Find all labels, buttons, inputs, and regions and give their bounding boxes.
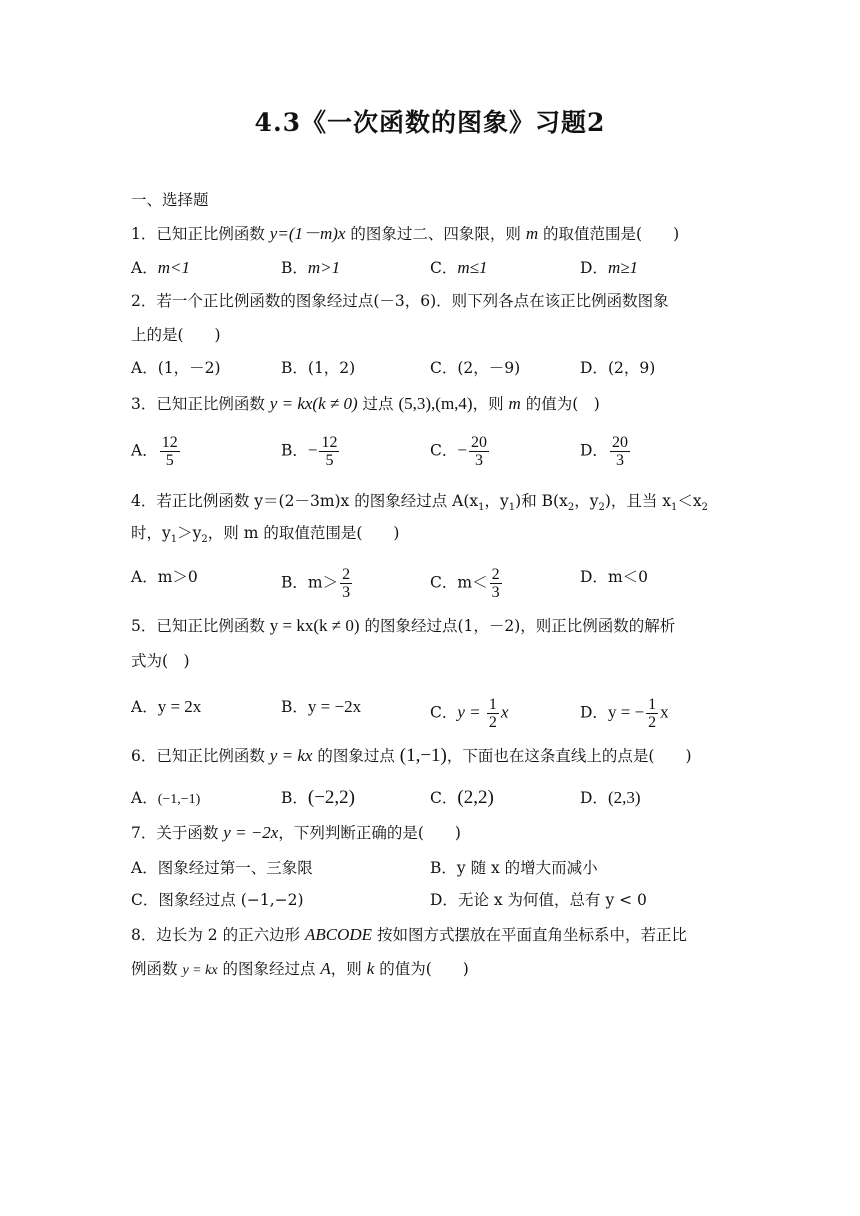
fraction: $\frac{12}{5}$ (161, 434, 178, 469)
q8-expr: y = kx (182, 963, 218, 978)
q5-expr: y = kx(k ≠ 0) (269, 616, 360, 635)
q1-text-b: 的图象过二、四象限，则 (345, 225, 526, 243)
q1-text: 1．已知正比例函数 (131, 225, 270, 243)
section-heading: 一、选择题 (131, 191, 209, 209)
q1-option-b: B．m>1 (281, 258, 341, 277)
question-1 (131, 223, 679, 245)
question-2-line-2: 上的是( ) (131, 326, 221, 344)
q7-option-d: D．无论 x 为何值，总有 y < 0 (430, 891, 647, 909)
q3-points: (5,3),(m,4) (398, 394, 473, 413)
question-8-line-2: 例函数 y = kx 的图象经过点 A，则 k 的值为( ) (131, 959, 469, 978)
q5-option-b: B．y = −2x (281, 697, 362, 716)
fraction: $\frac{20}{3}$ (470, 434, 487, 469)
question-2-line-1: 2．若一个正比例函数的图象经过点(－3，6)．则下列各点在该正比例函数图象 (131, 292, 669, 310)
question-8-line-1: 8．边长为 2 的正六边形 ABCODE 按如图方式摆放在平面直角坐标系中，若正比 (131, 925, 687, 944)
page-title: 4.3《一次函数的图象》习题2 (254, 108, 606, 137)
q4-option-a: A．m＞0 (131, 568, 198, 586)
q6-option-b: B．(−2,2) (281, 787, 356, 808)
q1-text-c: 的取值范围是( ) (538, 225, 680, 243)
question-3: 3．已知正比例函数 y = kx(k ≠ 0) 过点 (5,3),(m,4)，则 m 的值为( ) (131, 394, 600, 413)
question-6: 6．已知正比例函数 y = kx 的图象过点 (1,−1)，下面也在这条直线上的点是( ) (131, 745, 692, 766)
fraction: $\frac{1}{2}$ (488, 696, 497, 731)
q3-expr: y = kx(k ≠ 0) (269, 394, 358, 413)
q1-option-a: A．m<1 (131, 258, 190, 277)
q3-option-b: B．− $\frac{12}{5}$ (281, 434, 338, 469)
question-5-line-2: 式为( ) (131, 652, 190, 670)
q2-option-a: A．(1，－2) (131, 359, 221, 377)
q1-var: m (525, 224, 539, 243)
q2-option-d: D．(2，9) (580, 359, 656, 377)
q2-option-c: C．(2，－9) (430, 359, 521, 377)
q7-option-c: C．图象经过点 (−1,−2) (131, 891, 304, 909)
q7-expr: y = −2x (223, 823, 279, 842)
question-5-line-1: 5．已知正比例函数 y = kx(k ≠ 0) 的图象经过点(1，－2)，则正比例函数的解析 (131, 616, 676, 635)
question-4-line-2: 时，$y_1>y_2$，则 m 的取值范围是( ) (131, 524, 400, 546)
question-4-line-1: 4．若正比例函数 y＝(2－3m)x 的图象经过点 $A(x_1$，$y_1$)和 $B(x_2$，$y_2$)，且当 $x_1<x_2$ (131, 492, 709, 514)
q7-option-b: B．y 随 x 的增大而减小 (430, 859, 598, 877)
q6-option-d: D．(2,3) (580, 788, 641, 807)
q5-option-d: D．y = − $\frac{1}{2}$ x (580, 696, 669, 731)
q5-option-c: C．y = $\frac{1}{2}$ x (430, 696, 509, 731)
q4-option-c: C．m＜ $\frac{2}{3}$ (430, 566, 500, 601)
fraction: $\frac{1}{2}$ (648, 696, 657, 731)
q4-option-b: B．m＞ $\frac{2}{3}$ (281, 566, 351, 601)
q6-expr: y = kx (269, 746, 313, 765)
question-7: 7．关于函数 y = −2x，下列判断正确的是( ) (131, 823, 461, 842)
q6-option-a: A．(−1,−1) (131, 789, 201, 807)
q3-option-c: C．− $\frac{20}{3}$ (430, 434, 487, 469)
q5-option-a: A．y = 2x (131, 697, 202, 716)
q3-option-d: D． $\frac{20}{3}$ (580, 434, 628, 469)
fraction: $\frac{2}{3}$ (491, 566, 500, 601)
q1-option-d: D．m≥1 (580, 258, 639, 277)
q8-shape: ABCODE (305, 925, 373, 944)
q1-expr: y=(1－m)x (269, 224, 346, 243)
fraction: $\frac{2}{3}$ (342, 566, 351, 601)
q7-option-a: A．图象经过第一、三象限 (131, 859, 313, 877)
q3-option-a: A． $\frac{12}{5}$ (131, 434, 178, 469)
q2-option-b: B．(1，2) (281, 359, 356, 377)
q4-option-d: D．m＜0 (580, 568, 648, 586)
fraction: $\frac{12}{5}$ (321, 434, 338, 469)
fraction: $\frac{20}{3}$ (611, 434, 628, 469)
q6-option-c: C．(2,2) (430, 787, 494, 808)
q1-option-c: C．m≤1 (430, 258, 488, 277)
q6-point: (1,−1) (399, 745, 447, 766)
